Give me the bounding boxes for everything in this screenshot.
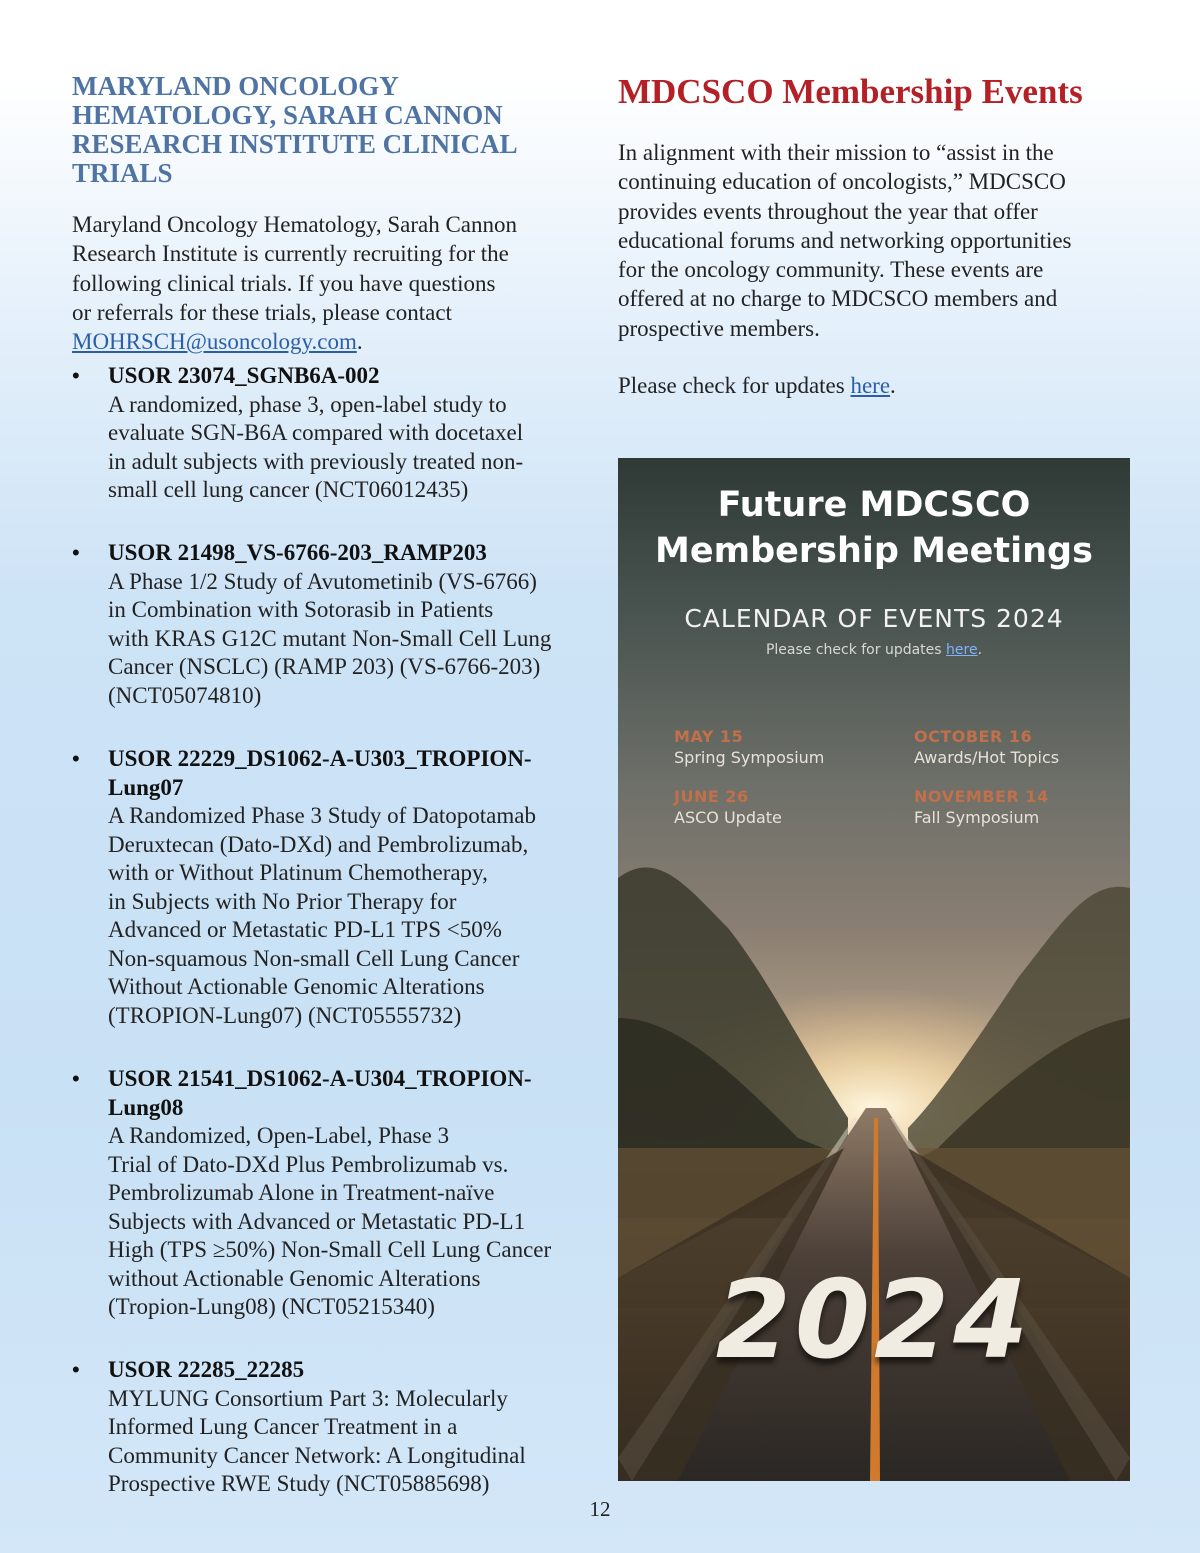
contact-email-link[interactable]: MOHRSCH@usoncology.com: [72, 329, 357, 355]
clinical-trials-section: [72, 71, 572, 1496]
event-name: ASCO Update: [674, 808, 782, 827]
bullet-icon: •: [72, 1357, 80, 1382]
event-date: MAY 15: [674, 727, 744, 746]
poster-title: Future MDCSCO Membership Meetings: [655, 485, 1093, 571]
event-item: [674, 726, 824, 768]
year-road-text: 2024: [715, 1258, 1033, 1383]
updates-line: Please check for updates here.: [618, 373, 896, 399]
page-number: 12: [589, 1497, 611, 1521]
updates-link[interactable]: here: [850, 373, 891, 399]
intro-line: Maryland Oncology Hematology, Sarah Cannon: [72, 212, 517, 237]
trial-item: [72, 1356, 572, 1499]
membership-events-section: [618, 72, 1130, 400]
event-date: JUNE 26: [674, 787, 749, 806]
meetings-poster: [618, 458, 1130, 1481]
trial-description: A Randomized Phase 3 Study of Datopotamab Deruxtecan (Dato-DXd) and Pembrolizumab, with or Without Platinum Chemotherapy, in Subjects with No Prior Therapy for Advanced or Metastatic PD-L1 TPS <50% Non-squamous Non-small Cell Lung Cancer Without Actionable Genomic Alterations (TROPION-Lung07) (NCT05555732): [108, 803, 536, 1028]
bullet-icon: •: [72, 363, 80, 388]
trial-item: [72, 539, 572, 710]
event-item: [914, 786, 1049, 828]
heading-line: HEMATOLOGY, SARAH CANNON: [72, 100, 503, 130]
event-name: Awards/Hot Topics: [914, 748, 1060, 767]
event-item: [674, 786, 782, 828]
poster-update-note: Please check for updates here.: [765, 642, 983, 658]
intro-paragraph: [72, 210, 572, 356]
event-name: Fall Symposium: [914, 808, 1040, 827]
email-suffix: .: [356, 329, 363, 355]
heading-line: RESEARCH INSTITUTE CLINICAL TRIALS: [72, 129, 517, 188]
trial-code: USOR 22285_22285: [108, 1357, 305, 1382]
intro-line: or referrals for these trials, please contact: [72, 299, 452, 325]
bullet-icon: •: [72, 746, 80, 771]
trial-item: [72, 1065, 572, 1322]
event-item: [914, 726, 1059, 768]
intro-line: following clinical trials. If you have questions: [72, 270, 496, 296]
poster-updates-link[interactable]: here: [946, 642, 978, 658]
trial-code: USOR 21541_DS1062-A-U304_TROPION- Lung08: [108, 1066, 532, 1120]
trial-description: MYLUNG Consortium Part 3: Molecularly Informed Lung Cancer Treatment in a Community Cancer Network: A Longitudinal Prospective RWE Study (NCT05885698): [108, 1385, 526, 1496]
event-date: NOVEMBER 14: [914, 787, 1049, 806]
bullet-icon: •: [72, 1066, 80, 1091]
intro-line: Research Institute is currently recruiting for the: [72, 241, 509, 267]
event-date: OCTOBER 16: [914, 727, 1033, 746]
trial-code: USOR 22229_DS1062-A-U303_TROPION- Lung07: [108, 746, 532, 800]
trial-item: [72, 362, 572, 505]
trial-description: A randomized, phase 3, open-label study to evaluate SGN-B6A compared with docetaxel in adult subjects with previously treated non- small cell lung cancer (NCT06012435): [108, 391, 524, 502]
bullet-icon: •: [72, 540, 80, 565]
trial-code: USOR 21498_VS-6766-203_RAMP203: [108, 540, 487, 565]
trial-description: A Randomized, Open-Label, Phase 3 Trial of Dato-DXd Plus Pembrolizumab vs. Pembrolizumab Alone in Treatment-naïve Subjects with Advanced or Metastatic PD-L1 High (TPS ≥50%) Non-Small Cell Lung Cancer without Actionable Genomic Alterations (Tropion-Lung08) (NCT05215340): [108, 1123, 552, 1319]
event-name: Spring Symposium: [674, 748, 825, 767]
trial-description: A Phase 1/2 Study of Avutometinib (VS-6766) in Combination with Sotorasib in Patients with KRAS G12C mutant Non-Small Cell Lung Cancer (NSCLC) (RAMP 203) (VS-6766-203) (NCT05074810): [108, 568, 552, 708]
trial-code: USOR 23074_SGNB6A-002: [108, 363, 380, 388]
membership-events-heading: MDCSCO Membership Events: [618, 72, 1083, 111]
membership-paragraph: In alignment with their mission to “assist in the continuing education of oncologists,” MDCSCO provides events throughout the year that offer educational forums and networking opportunities for the oncology community. These events are offered at no charge to MDCSCO members and prospective members.: [618, 140, 1072, 341]
poster-subtitle: CALENDAR OF EVENTS 2024: [684, 604, 1064, 633]
clinical-trials-heading: [72, 72, 572, 188]
heading-line: MARYLAND ONCOLOGY: [72, 71, 399, 101]
trial-item: [72, 745, 572, 1030]
